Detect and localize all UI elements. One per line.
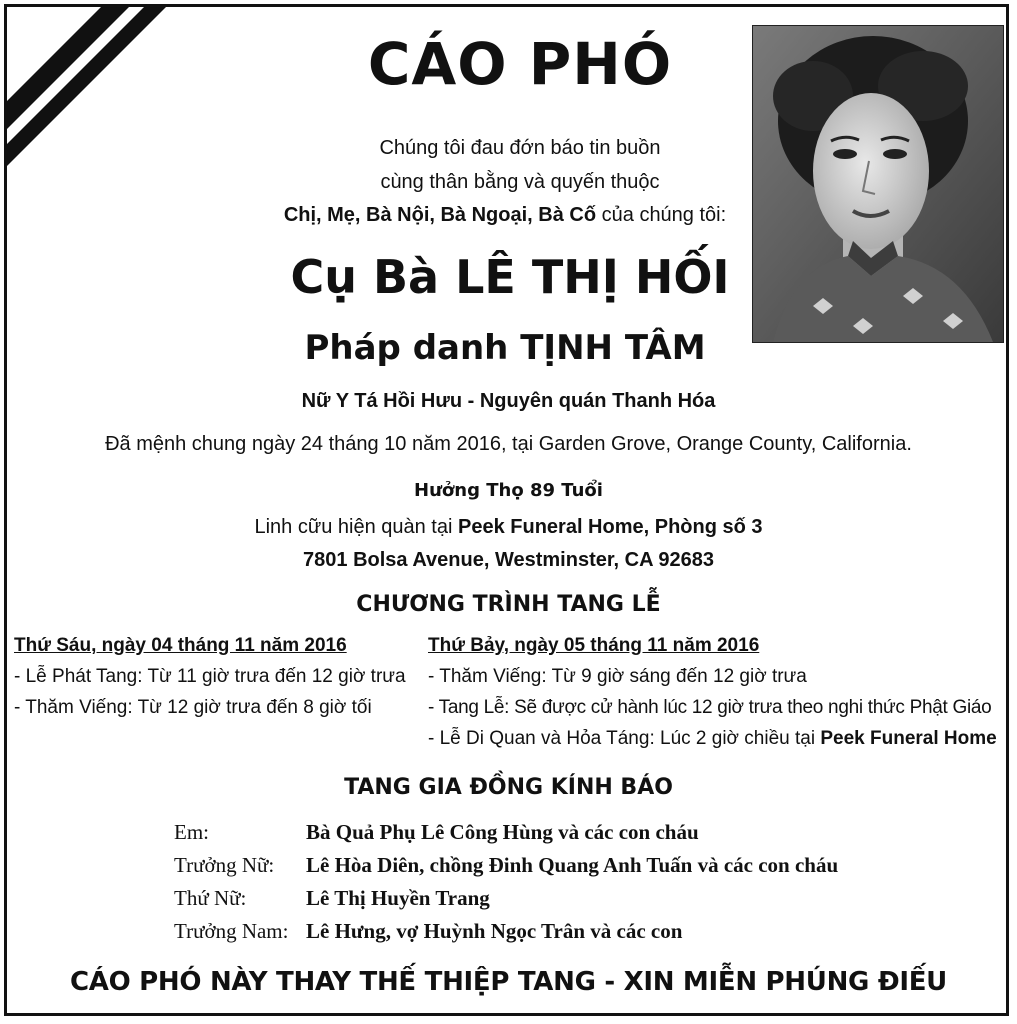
dharma-name-line xyxy=(250,328,760,368)
mourning-ribbon-icon xyxy=(4,4,204,204)
family-heading: TANG GIA ĐỒNG KÍNH BÁO xyxy=(344,775,673,800)
deceased-description: Nữ Y Tá Hồi Hưu - Nguyên quán Thanh Hóa xyxy=(301,390,716,412)
family-label: Thứ Nữ: xyxy=(174,886,247,910)
funeral-home-name: Peek Funeral Home, Phòng số 3 xyxy=(458,516,763,538)
funeral-home-line xyxy=(0,516,1017,539)
family-label: Trưởng Nam: xyxy=(174,919,289,943)
passing-statement: Đã mệnh chung ngày 24 tháng 10 năm 2016, tại Garden Grove, Orange County, California. xyxy=(105,433,912,455)
deceased-name: Cụ Bà LÊ THỊ HỐI xyxy=(290,250,730,304)
family-value: Lê Hòa Diên, chồng Đinh Quang Anh Tuấn và các con cháu xyxy=(306,853,839,877)
day2-item-3 xyxy=(428,728,997,750)
intro-line-3 xyxy=(270,204,740,227)
day1-item-1: - Lễ Phát Tang: Từ 11 giờ trưa đến 12 giờ trưa xyxy=(14,666,406,687)
family-label: Em: xyxy=(174,820,209,844)
day2-date: Thứ Bảy, ngày 05 tháng 11 năm 2016 xyxy=(428,635,760,656)
intro-line-1: Chúng tôi đau đớn báo tin buồn xyxy=(379,137,661,159)
portrait-photo xyxy=(752,25,1004,343)
family-label: Trưởng Nữ: xyxy=(174,853,275,877)
family-value: Lê Thị Huyền Trang xyxy=(306,886,490,910)
relations-rest: của chúng tôi: xyxy=(596,204,727,226)
day1-date: Thứ Sáu, ngày 04 tháng 11 năm 2016 xyxy=(14,635,347,656)
day2-item-3-bold: Peek Funeral Home xyxy=(820,728,997,749)
day2-item-3-prefix: - Lễ Di Quan và Hỏa Táng: Lúc 2 giờ chiều tại xyxy=(428,728,821,749)
funeral-home-address: 7801 Bolsa Avenue, Westminster, CA 92683 xyxy=(303,549,714,571)
day2-item-2: - Tang Lễ: Sẽ được cử hành lúc 12 giờ trưa theo nghi thức Phật Giáo xyxy=(428,697,992,718)
relations-bold: Chị, Mẹ, Bà Nội, Bà Ngoại, Bà Cố xyxy=(283,204,597,226)
day2-item-1: - Thăm Viếng: Từ 9 giờ sáng đến 12 giờ trưa xyxy=(428,666,807,687)
age-line: Hưởng Thọ 89 Tuổi xyxy=(414,480,603,501)
page-title: CÁO PHÓ xyxy=(367,30,673,98)
footer-notice: CÁO PHÓ NÀY THAY THẾ THIỆP TANG - XIN MIỄN PHÚNG ĐIẾU xyxy=(70,967,947,997)
dharma-name: TỊNH TÂM xyxy=(520,328,706,368)
funeral-home-prefix: Linh cữu hiện quàn tại xyxy=(254,516,458,538)
program-heading: CHƯƠNG TRÌNH TANG LỄ xyxy=(356,592,661,617)
intro-line-2: cùng thân bằng và quyến thuộc xyxy=(380,171,660,193)
family-value: Bà Quả Phụ Lê Công Hùng và các con cháu xyxy=(306,820,699,844)
dharma-prefix: Pháp danh xyxy=(304,328,521,368)
family-value: Lê Hưng, vợ Huỳnh Ngọc Trân và các con xyxy=(306,919,683,943)
day1-item-2: - Thăm Viếng: Từ 12 giờ trưa đến 8 giờ tối xyxy=(14,697,372,718)
